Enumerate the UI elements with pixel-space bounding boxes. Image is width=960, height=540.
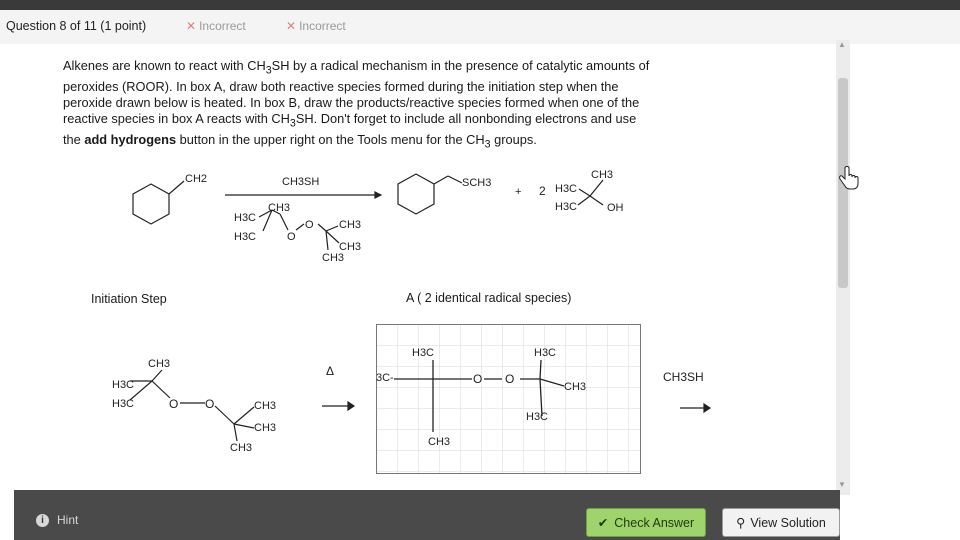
ch3-label: CH3: [428, 436, 451, 448]
question-number: Question 8 of 11 (1 point): [6, 19, 147, 33]
x-icon: ✕: [286, 19, 297, 33]
h3c-label: H3C: [526, 411, 549, 423]
attempt-status-1: Incorrect: [199, 19, 246, 33]
product-sch3: SCH3: [462, 177, 492, 189]
q-line-5: the: [63, 132, 85, 148]
q-line-5b: button in the upper right on the Tools menu for the CH: [176, 132, 485, 148]
drawn-fragment: 3C-: [376, 372, 394, 384]
ch3-label: CH3: [564, 381, 587, 393]
hand-cursor-icon: [838, 166, 860, 192]
ch3-label: CH3: [591, 169, 614, 181]
reagent-ch3sh-right: CH3SH: [663, 370, 704, 384]
q-sub: 3: [484, 138, 491, 151]
check-answer-button[interactable]: [586, 508, 706, 537]
ch3-label: CH3: [254, 422, 277, 434]
ch3-label: CH3: [339, 219, 362, 231]
footer-bar: [14, 490, 840, 540]
cyclohexane-ring-right: [398, 174, 434, 214]
h3c-label: H3C: [112, 398, 135, 410]
arrowhead: [375, 192, 381, 198]
q-sub: 3: [289, 117, 296, 130]
check-answer-label: Check Answer: [614, 515, 695, 530]
q-line-1: Alkenes are known to react with CH: [63, 58, 266, 73]
h3c-label: H3C: [555, 201, 578, 213]
ch3-label: CH3: [148, 358, 171, 370]
location-pin-icon: ⚲: [736, 516, 746, 530]
plus-sign: +: [515, 186, 522, 198]
peroxide-o: O: [169, 397, 179, 411]
checkmark-icon: ✔: [597, 516, 609, 530]
q-line-4: reactive species in box A reacts with CH: [63, 111, 290, 127]
oh-label: OH: [607, 202, 624, 214]
scroll-down-icon[interactable]: ▼: [838, 480, 846, 489]
peroxide-o: O: [205, 397, 215, 411]
coefficient: 2: [539, 184, 546, 198]
h3c-label: H3C: [555, 183, 578, 195]
initiation-step-label: Initiation Step: [91, 292, 167, 306]
peroxide-o: O: [305, 219, 314, 231]
radical-o: O: [505, 372, 515, 386]
q-line-3: peroxide drawn below is heated. In box B, draw the products/reactive species formed when one of the: [63, 95, 640, 111]
add-hydrogens-term: add hydrogens: [84, 132, 177, 148]
x-icon: ✕: [186, 19, 197, 33]
cyclohexane-ring-left: [133, 184, 169, 224]
ch3-label: CH3: [322, 252, 345, 264]
drawing-box-a[interactable]: [376, 324, 641, 474]
h3c-label: H3C: [534, 347, 557, 359]
h3c-label: H3C: [412, 347, 435, 359]
ch3-label: CH3: [268, 202, 291, 214]
q-line-1b: SH by a radical mechanism in the presence of catalytic amounts of: [271, 58, 650, 73]
h3c-label: H3C: [112, 379, 135, 391]
bond: [169, 181, 184, 194]
q-line-2: peroxides (ROOR). In box A, draw both reactive species formed during the initiation step when the: [63, 78, 619, 94]
q-line-4b: SH. Don't forget to include all nonbonding electrons and use: [295, 111, 637, 127]
box-a-label: A ( 2 identical radical species): [406, 291, 572, 305]
view-solution-label: View Solution: [750, 515, 826, 530]
ch3-label: CH3: [230, 442, 253, 454]
q-sub: 3: [265, 64, 272, 77]
attempt-status-2: Incorrect: [299, 19, 346, 33]
peroxide-o: O: [287, 231, 296, 243]
heat-symbol: Δ: [326, 364, 335, 378]
reagent-ch3sh: CH3SH: [282, 176, 320, 188]
h3c-label: H3C: [234, 231, 257, 243]
hint-button[interactable]: [36, 513, 78, 527]
radical-o: O: [473, 372, 483, 386]
h3c-label: H3C: [234, 212, 257, 224]
scroll-up-icon[interactable]: ▲: [838, 40, 846, 49]
hint-label: Hint: [57, 513, 79, 527]
q-line-5c: groups.: [490, 132, 537, 148]
ch3-label: CH3: [339, 241, 362, 253]
view-solution-button[interactable]: [722, 508, 840, 537]
info-icon: i: [36, 514, 49, 527]
alkene-label: CH2: [185, 173, 208, 185]
ch3-label: CH3: [254, 400, 277, 412]
